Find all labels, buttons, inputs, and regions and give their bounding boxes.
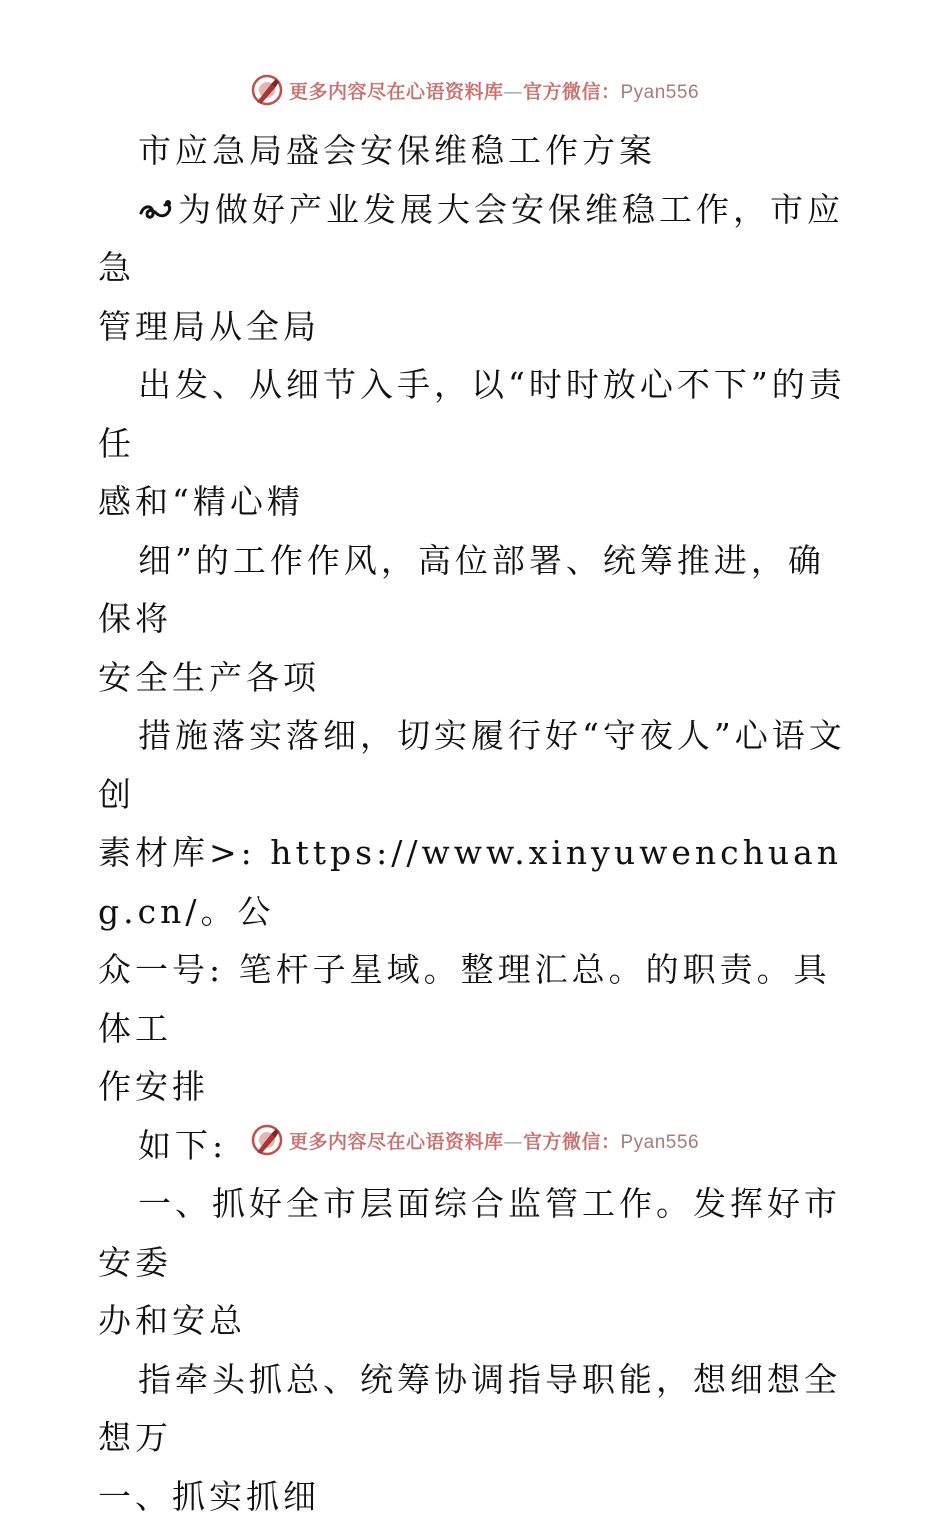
document-body [98,122,858,1526]
document-title: 市应急局盛会安保维稳工作方案 [98,122,858,181]
paragraph-4 [98,707,858,1117]
flourish-icon [138,195,176,225]
pen-logo-icon [251,1124,283,1156]
paragraph-1-line-2: 管理局从全局 [98,307,320,346]
paragraph-3 [98,532,858,708]
watermark-separator: — [503,81,523,103]
paragraph-7-line-1: 指牵头抓总、统筹协调指导职能，想细想全想万 [98,1360,841,1458]
paragraph-1 [98,181,858,357]
watermark-text: 更多内容尽在心语资料库 [289,81,504,103]
watermark-wechat-label: 官方微信： [523,1131,621,1153]
paragraph-4-line-3: 众一号: 笔杆子星域。整理汇总。的职责。具体工 [98,950,831,1048]
watermark-wechat-id: Pyan556 [621,82,700,103]
paragraph-2-line-2: 感和“精心精 [98,482,304,521]
paragraph-4-line-2: 素材库>: https://www.xinyuwenchuang.cn/。公 [98,833,842,931]
paragraph-3-line-1: 细”的工作作风，高位部署、统筹推进，确保将 [98,541,825,639]
header-watermark [0,70,950,110]
paragraph-3-line-2: 安全生产各项 [98,658,320,697]
watermark-separator: — [503,1131,523,1153]
watermark-text: 更多内容尽在心语资料库 [289,1131,504,1153]
paragraph-5-line-1: 如下: [138,1126,227,1165]
paragraph-6-line-1: 一、抓好全市层面综合监管工作。发挥好市安委 [98,1184,841,1282]
paragraph-2-line-1: 出发、从细节入手，以“时时放心不下”的责任 [98,365,846,463]
footer-watermark [0,1120,950,1160]
paragraph-6 [98,1175,858,1351]
paragraph-7-line-2: 一、抓实抓细 [98,1477,320,1516]
paragraph-6-line-2: 办和安总 [98,1301,246,1340]
paragraph-7 [98,1351,858,1526]
watermark-wechat-id: Pyan556 [621,1132,700,1153]
watermark-wechat-label: 官方微信： [523,81,621,103]
paragraph-1-line-1: 为做好产业发展大会安保维稳工作，市应急 [98,190,844,288]
paragraph-2 [98,356,858,532]
paragraph-4-line-4: 作安排 [98,1067,209,1106]
paragraph-4-line-1: 措施落实落细，切实履行好“守夜人”心语文创 [98,716,846,814]
pen-logo-icon [251,74,283,106]
